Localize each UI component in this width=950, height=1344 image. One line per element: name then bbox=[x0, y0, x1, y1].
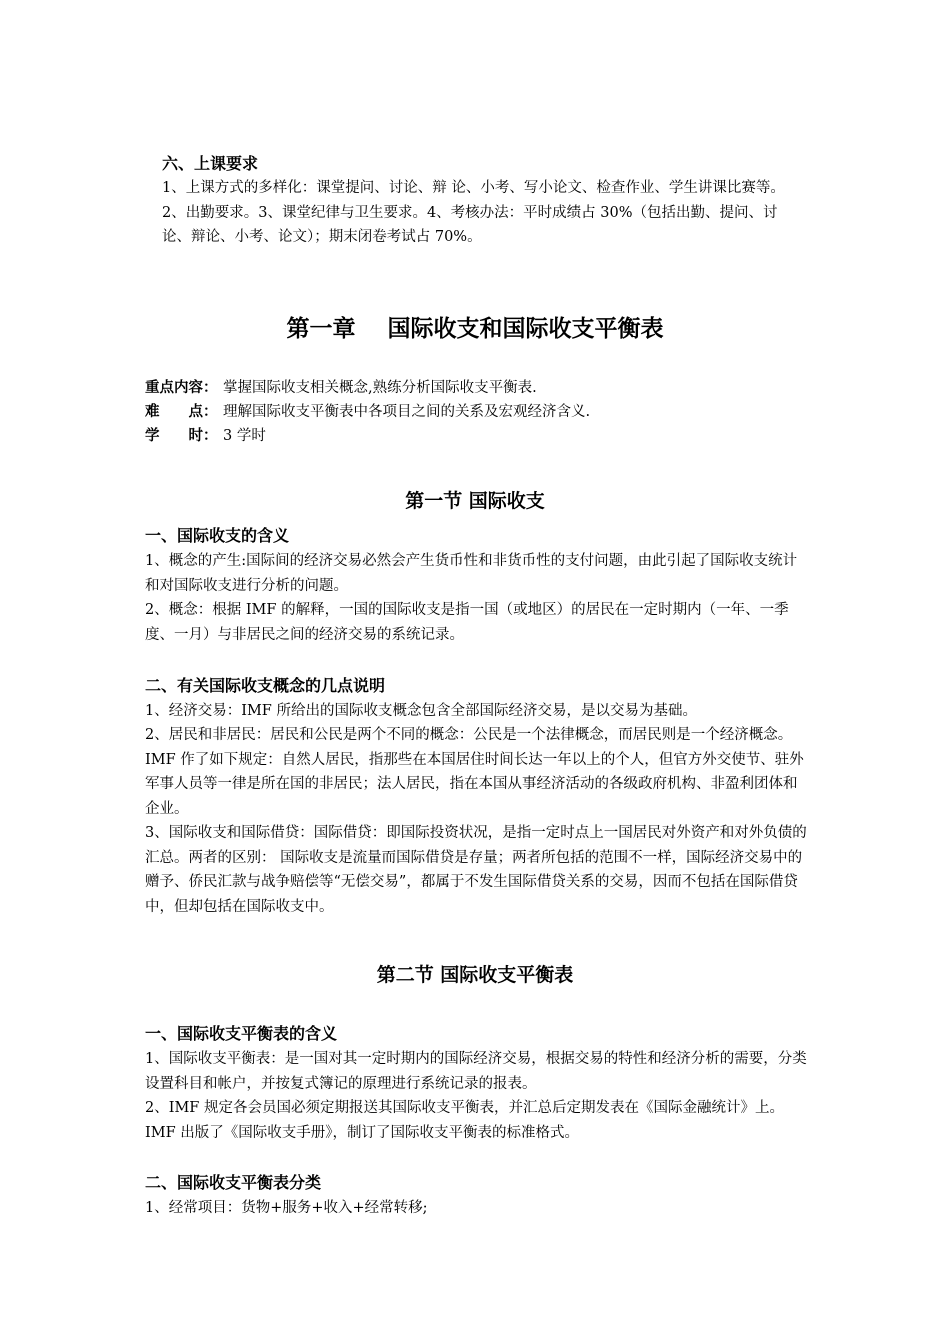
s2-sub1-p2: 2、IMF 规定各会员国必须定期报送其国际收支平衡表，并汇总后定期发表在《国际金融统计》上。IMF 出版了《国际收支手册》，制订了国际收支平衡表的标准格式。 bbox=[145, 1100, 784, 1141]
key-content-value: 掌握国际收支相关概念,熟练分析国际收支平衡表. bbox=[223, 380, 537, 396]
s1-sub2-p3: 3、国际收支和国际借贷：国际借贷：即国际投资状况，是指一定时点上一国居民对外资产和对外负债的汇总。两者的区别： 国际收支是流量而国际借贷是存量；两者所包括的范围不一样，国际经济交易中的赠予、侨民汇款与战争赔偿等“无偿交易”，都属于不发生国际借贷关系的交易，因而不包括在国际借贷中，但却包括在国际收支中。 bbox=[145, 825, 807, 915]
class-requirements-heading: 六、上课要求 bbox=[162, 154, 259, 173]
hours-row bbox=[145, 424, 266, 448]
difficulty-row bbox=[145, 400, 590, 424]
chapter-title bbox=[0, 310, 950, 343]
chapter-name: 国际收支和国际收支平衡表 bbox=[387, 316, 664, 342]
s1-sub2-p2: 2、居民和非居民：居民和公民是两个不同的概念：公民是一个法律概念，而居民则是一个经济概念。 IMF 作了如下规定：自然人居民，指那些在本国居住时间长达一年以上的个人，但官方外交使节、驻外军事人员等一律是所在国的非居民；法人居民，指在本国从事经济活动的各级政府机构、非盈利团体和企业。 bbox=[145, 727, 804, 817]
s1-sub1-p1: 1、概念的产生:国际间的经济交易必然会产生货币性和非货币性的支付问题，由此引起了国际收支统计和对国际收支进行分析的问题。 bbox=[145, 553, 798, 594]
s1-sub1-p2: 2、概念：根据 IMF 的解释，一国的国际收支是指一国（或地区）的居民在一定时期内（一年、一季度、一月）与非居民之间的经济交易的系统记录。 bbox=[145, 602, 789, 643]
section-2-title: 第二节 国际收支平衡表 bbox=[376, 964, 574, 986]
s2-sub1-p1: 1、国际收支平衡表：是一国对其一定时期内的国际经济交易，根据交易的特性和经济分析的需要，分类设置科目和帐户，并按复式簿记的原理进行系统记录的报表。 bbox=[145, 1051, 807, 1092]
class-requirements-body: 1、上课方式的多样化：课堂提问、讨论、辩 论、小考、写小论文、检查作业、学生讲课比赛等。2、出勤要求。3、课堂纪律与卫生要求。4、考核办法：平时成绩占 30%（包括出勤、提问、讨论、辩论、小考、论文）；期末闭卷考试占 70%。 bbox=[162, 180, 785, 245]
section-1-title: 第一节 国际收支 bbox=[405, 490, 545, 512]
s1-sub2-p1: 1、经济交易：IMF 所给出的国际收支概念包含全部国际经济交易，是以交易为基础。 bbox=[145, 703, 697, 719]
difficulty-value: 理解国际收支平衡表中各项目之间的关系及宏观经济含义. bbox=[223, 404, 591, 420]
hours-label: 学 时： bbox=[145, 428, 218, 444]
s2-sub1-heading: 一、国际收支平衡表的含义 bbox=[145, 1024, 338, 1043]
key-content-row bbox=[145, 376, 537, 400]
s2-sub2-p1: 1、经常项目：货物+服务+收入+经常转移; bbox=[145, 1200, 428, 1216]
difficulty-label: 难 点： bbox=[145, 404, 218, 420]
key-content-label: 重点内容： bbox=[145, 380, 218, 396]
hours-value: 3 学时 bbox=[223, 428, 266, 444]
s1-sub2-heading: 二、有关国际收支概念的几点说明 bbox=[145, 676, 386, 695]
chapter-number: 第一章 bbox=[286, 316, 356, 342]
s1-sub1-heading: 一、国际收支的含义 bbox=[145, 526, 290, 545]
s2-sub2-heading: 二、国际收支平衡表分类 bbox=[145, 1173, 322, 1192]
